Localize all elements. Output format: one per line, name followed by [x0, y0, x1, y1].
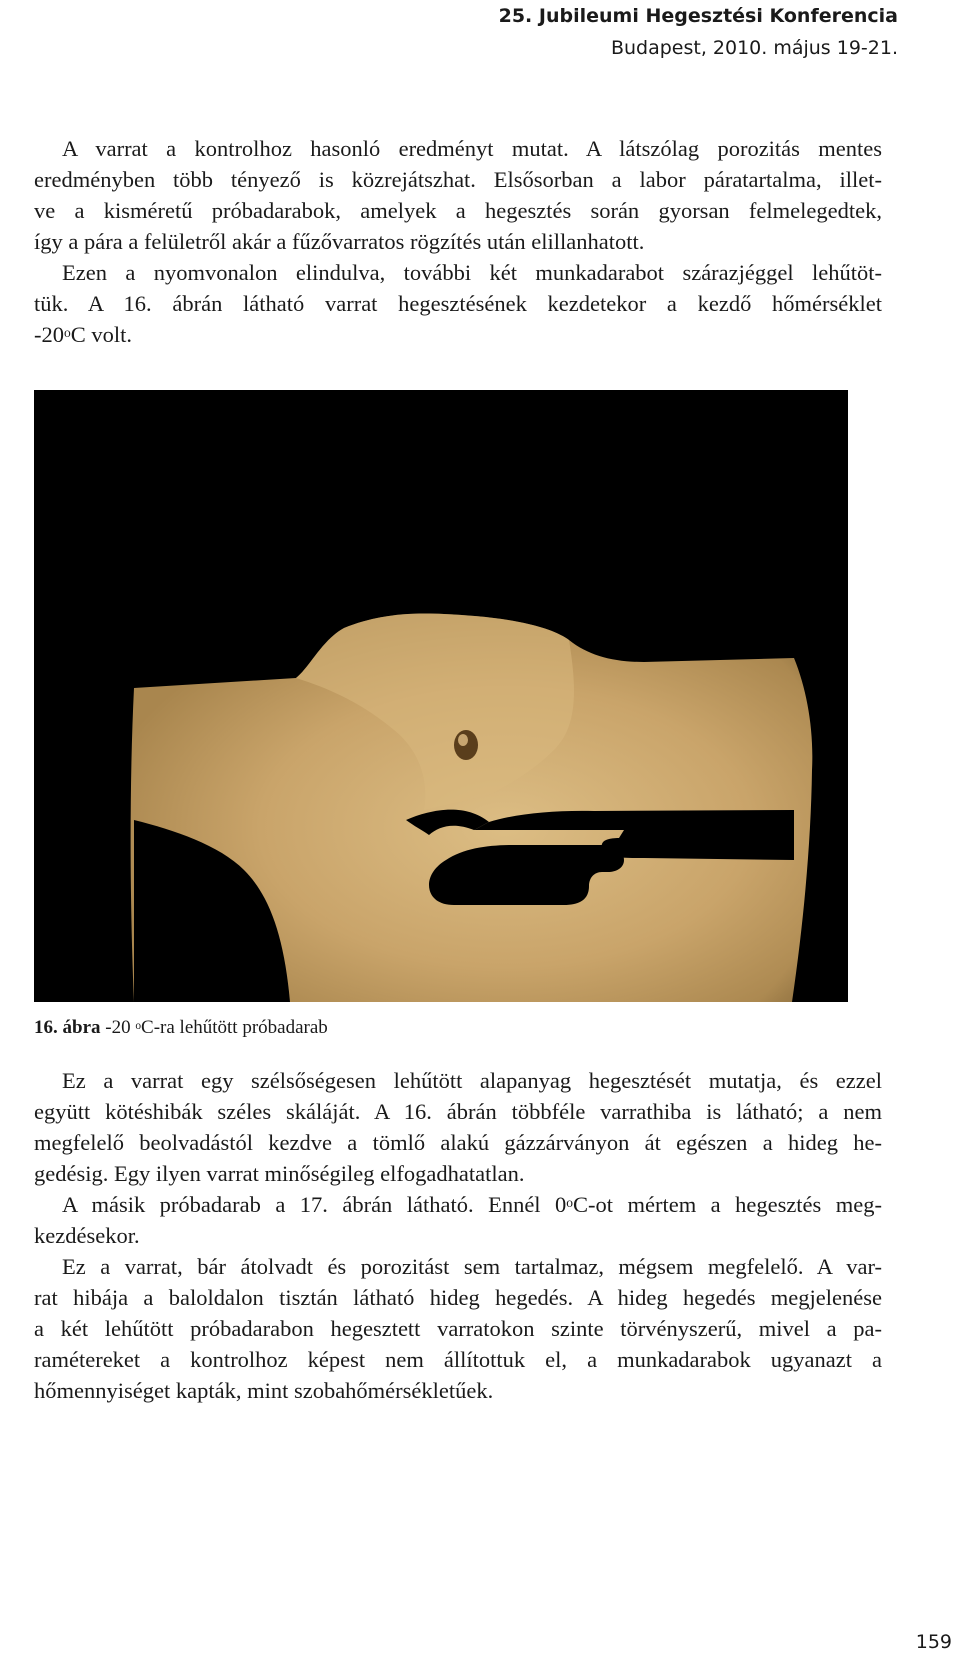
page-number: 159 — [915, 1631, 952, 1653]
paragraph-2 — [34, 1065, 882, 1406]
text-line: kezdésekor. — [34, 1223, 140, 1248]
text-line: -20$^o$C volt. — [34, 322, 133, 347]
text-line: rat hibája a baloldalon tisztán látható hideg hegedés. A hideg hegedés megjelenése — [34, 1285, 882, 1310]
text-line: Ez a varrat, bár átolvadt és porozitást sem tartalmaz, mégsem megfelelő. A var- — [62, 1254, 882, 1279]
text-line: így a pára a felületről akár a fűzővarratos rögzítés után elillanhatott. — [34, 229, 645, 254]
text-line: gedésig. Egy ilyen varrat minőségileg elfogadhatatlan. — [34, 1161, 525, 1186]
text-line: A másik próbadarab a 17. ábrán látható. Ennél 0$^o$C-ot mértem a hegesztés meg- — [62, 1192, 882, 1217]
figure-caption: 16. ábra -20 $^o$C-ra lehűtött próbadarab — [34, 1017, 328, 1038]
paragraph-1 — [34, 133, 882, 350]
text-line: a két lehűtött próbadarabon hegesztett varratokon szinte törvényszerű, mivel a pa- — [34, 1316, 882, 1341]
weld-cross-section-image — [34, 390, 848, 1002]
conference-title: 25. Jubileumi Hegesztési Konferencia — [498, 5, 898, 27]
text-line: eredményben több tényező is közrejátszhat. Elsősorban a labor páratartalma, illet- — [34, 167, 882, 192]
text-line: megfelelő beolvadástól kezdve a tömlő alakú gázzárványon át egészen a hideg he- — [34, 1130, 882, 1155]
text-line: együtt kötéshibák széles skáláját. A 16. ábrán többféle varrathiba is látható; a nem — [34, 1099, 882, 1124]
text-line: hőmennyiséget kapták, mint szobahőmérsékletűek. — [34, 1378, 494, 1403]
text-line: ramétereket a kontrolhoz képest nem állítottuk el, a munkadarabok ugyanazt a — [34, 1347, 882, 1372]
text-line: Ezen a nyomvonalon elindulva, további két munkadarabot szárazjéggel lehűtöt- — [62, 260, 882, 285]
page-header — [499, 0, 898, 64]
figure-label: 16. ábra — [34, 1017, 101, 1038]
text-line: ve a kisméretű próbadarabok, amelyek a hegesztés során gyorsan felmelegedtek, — [34, 198, 882, 223]
conference-place-date: Budapest, 2010. május 19-21. — [610, 37, 898, 59]
text-line: Ez a varrat egy szélsőségesen lehűtött alapanyag hegesztését mutatja, és ezzel — [62, 1068, 882, 1093]
weld-macro-photo — [34, 390, 848, 1002]
text-line: tük. A 16. ábrán látható varrat hegesztésének kezdetekor a kezdő hőmérséklet — [34, 291, 882, 316]
text-line: A varrat a kontrolhoz hasonló eredményt mutat. A látszólag porozitás mentes — [62, 136, 882, 161]
